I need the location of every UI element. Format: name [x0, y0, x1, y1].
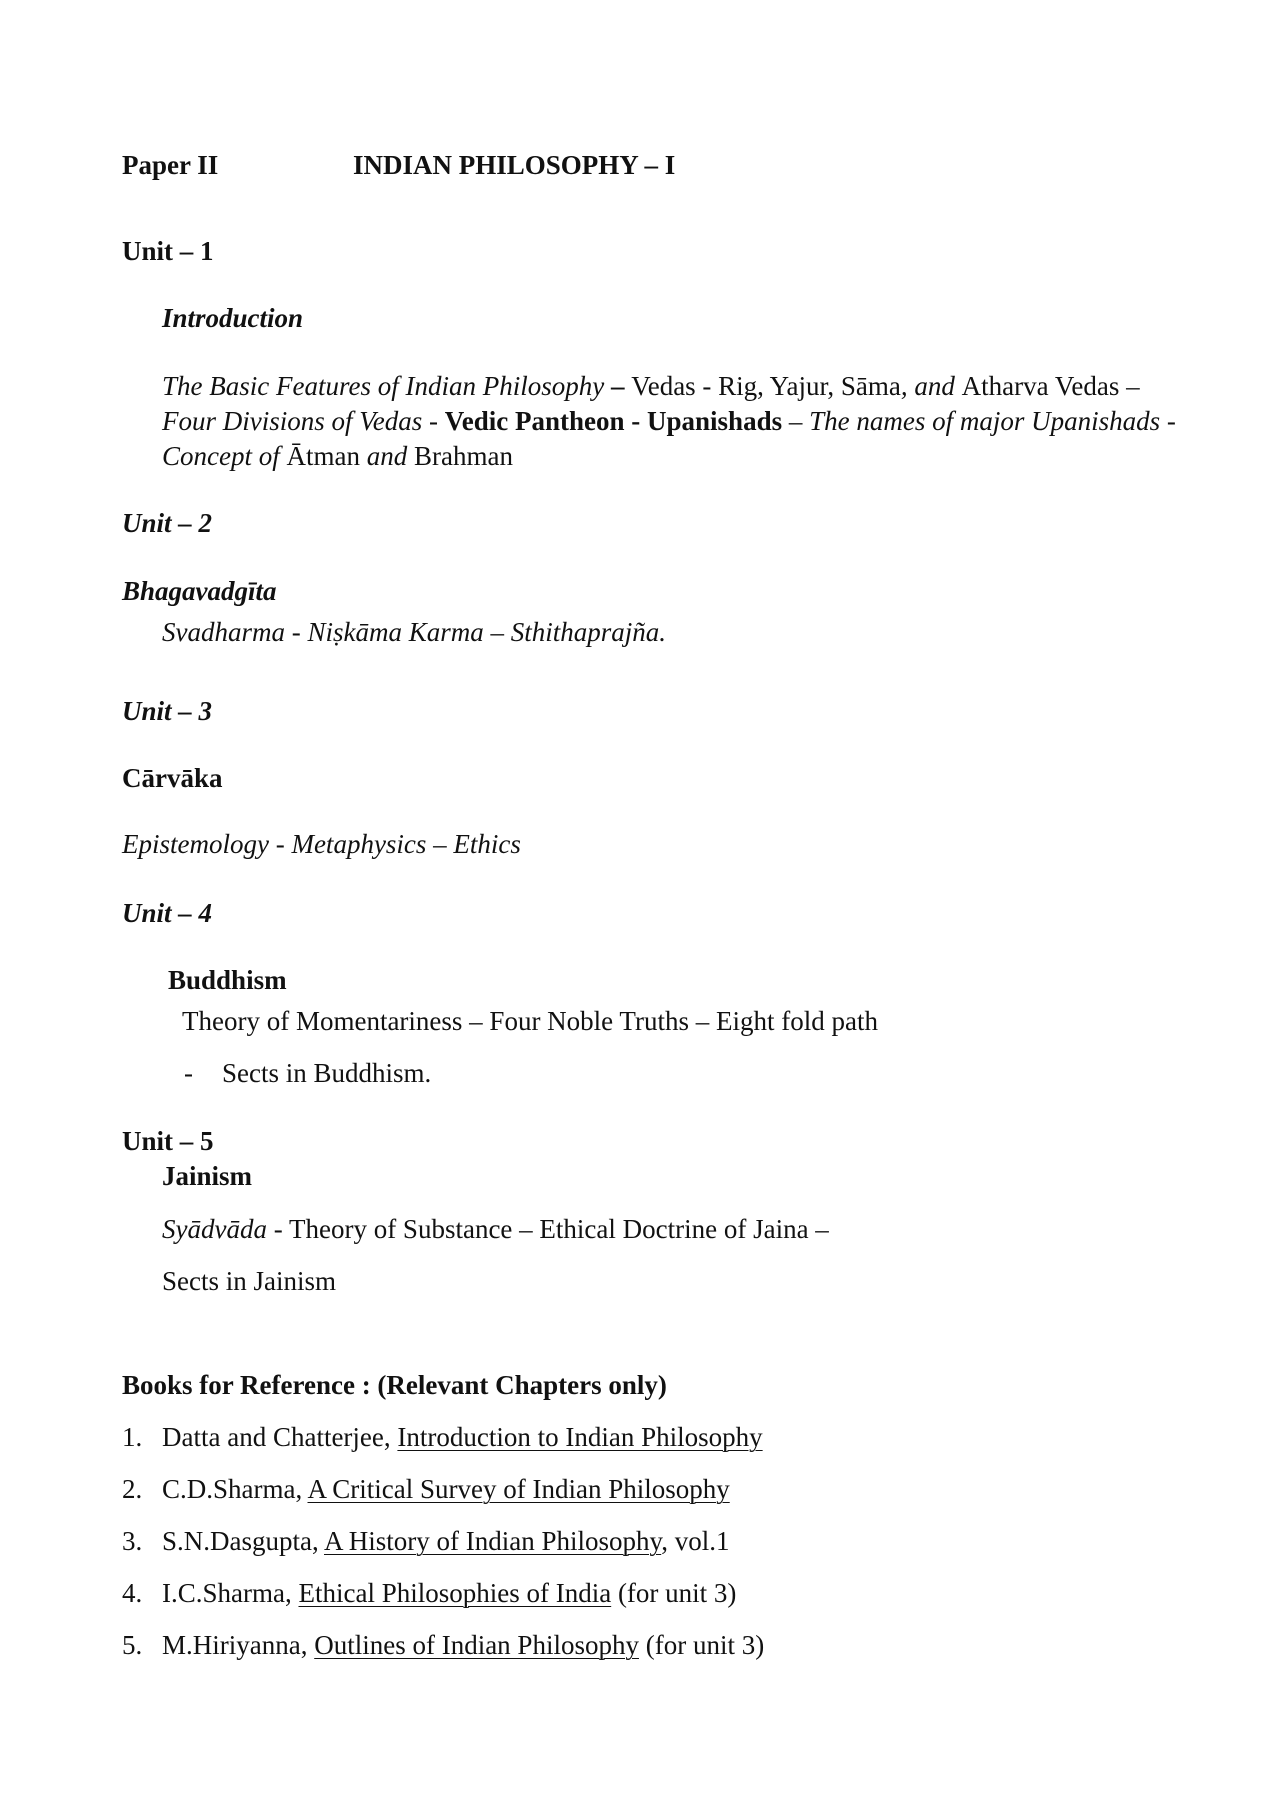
unit-1-span: Vedic Pantheon - Upanishads [444, 406, 783, 436]
unit-2-heading: Unit – 2 [122, 508, 213, 538]
reference-number: 5. [122, 1630, 143, 1660]
reference-author: S.N.Dasgupta, [162, 1526, 324, 1556]
unit-1-span: – [604, 371, 632, 401]
unit-1-span: Ātman [286, 441, 360, 471]
paper-label: Paper II [122, 150, 219, 180]
unit-1-span: – The names of major Upanishads - Concept of [162, 406, 1176, 471]
reference-suffix: , vol.1 [661, 1526, 730, 1556]
unit-5-syadvada: Syādvāda [162, 1214, 267, 1244]
unit-5-heading: Unit – 5 [122, 1126, 214, 1156]
reference-title: Outlines of Indian Philosophy [314, 1630, 639, 1660]
reference-author: Datta and Chatterjee, [162, 1422, 398, 1452]
reference-suffix: (for unit 3) [638, 1630, 765, 1660]
reference-number: 1. [122, 1422, 143, 1452]
reference-title: Introduction to Indian Philosophy [397, 1422, 763, 1452]
reference-title: A Critical Survey of Indian Philosophy [307, 1474, 730, 1504]
unit-1-content [162, 369, 1182, 474]
unit-3-topic: Cārvāka [122, 763, 223, 793]
unit-5-topic: Jainism [162, 1161, 253, 1191]
unit-3-content: Epistemology - Metaphysics – Ethics [122, 829, 521, 859]
unit-4-content-2: Sects in Buddhism. [222, 1058, 432, 1088]
unit-2-topic: Bhagavadgīta [122, 576, 277, 606]
reference-title: Ethical Philosophies of India [298, 1578, 612, 1608]
unit-5-content-rest: - Theory of Substance – Ethical Doctrine of Jaina – [266, 1214, 829, 1244]
reference-text [162, 1524, 730, 1559]
reference-number: 4. [122, 1578, 143, 1608]
reference-text [162, 1628, 764, 1663]
unit-1-span: The Basic Features of Indian Philosophy [162, 371, 605, 401]
reference-number: 2. [122, 1474, 143, 1504]
reference-text [162, 1576, 736, 1611]
unit-1-topic: Introduction [162, 303, 304, 333]
reference-suffix: (for unit 3) [611, 1578, 737, 1608]
reference-author: M.Hiriyanna, [162, 1630, 315, 1660]
reference-text [162, 1420, 763, 1455]
unit-1-span: Brahman [413, 441, 513, 471]
unit-3-heading: Unit – 3 [122, 696, 213, 726]
reference-title: A History of Indian Philosophy [324, 1526, 662, 1556]
unit-5-content [162, 1212, 829, 1247]
unit-1-span: , and [900, 371, 962, 401]
unit-1-span: Vedas - Rig, Yajur, Sāma [631, 371, 901, 401]
reference-author: C.D.Sharma, [162, 1474, 308, 1504]
page-title: INDIAN PHILOSOPHY – I [353, 150, 676, 180]
unit-5-content-2: Sects in Jainism [162, 1266, 336, 1296]
unit-4-topic: Buddhism [168, 965, 287, 995]
unit-1-span: Atharva Vedas [961, 371, 1120, 401]
reference-text [162, 1472, 730, 1507]
unit-4-heading: Unit – 4 [122, 898, 213, 928]
unit-1-heading: Unit – 1 [122, 236, 214, 266]
reference-number: 3. [122, 1526, 143, 1556]
references-heading: Books for Reference : (Relevant Chapters only) [122, 1370, 667, 1400]
unit-4-bullet-dash: - [184, 1058, 193, 1088]
unit-1-span: and [359, 441, 414, 471]
reference-author: I.C.Sharma, [162, 1578, 299, 1608]
unit-1-span: – Four Divisions of Vedas - [162, 371, 1140, 436]
unit-4-content: Theory of Momentariness – Four Noble Truths – Eight fold path [182, 1006, 878, 1036]
unit-2-content: Svadharma - Niṣkāma Karma – Sthithaprajña. [162, 617, 667, 647]
